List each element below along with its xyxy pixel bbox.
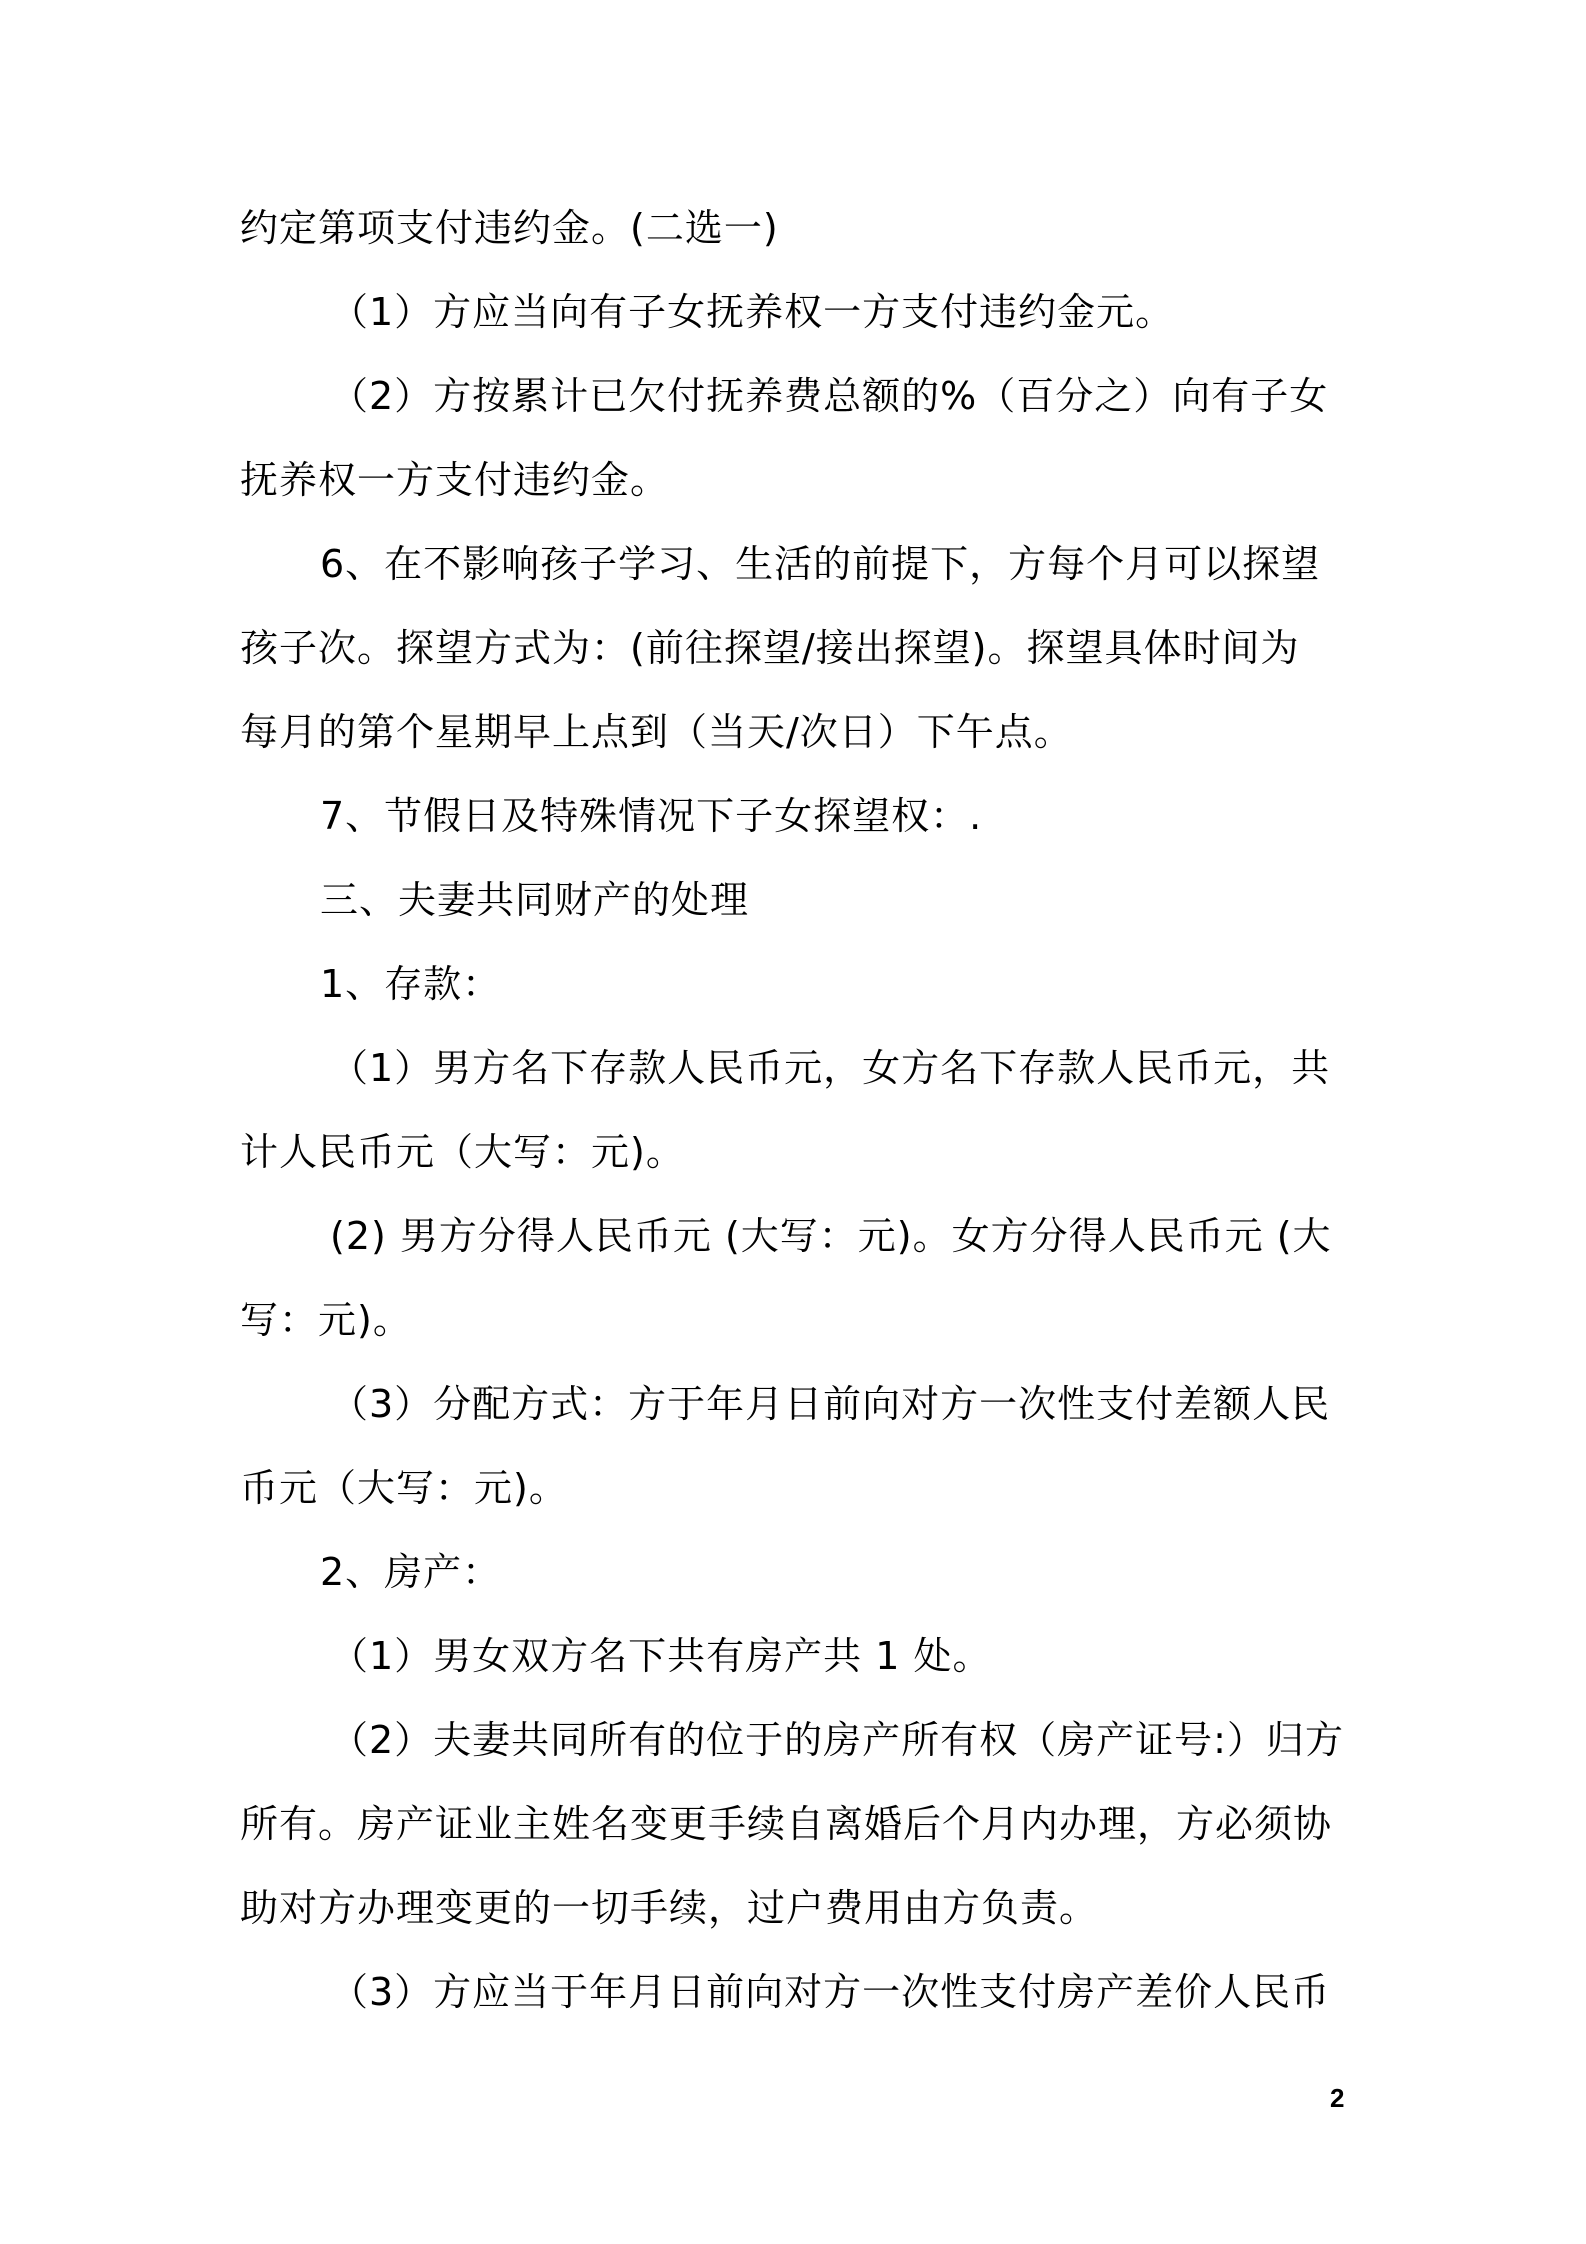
text-line-11: （1）男方名下存款人民币元，女方名下存款人民币元，共: [330, 1046, 1331, 1090]
text-line-18: （1）男女双方名下共有房产共 1 处。: [330, 1634, 992, 1678]
text-line-5: 6、在不影响孩子学习、生活的前提下，方每个月可以探望: [320, 542, 1321, 586]
text-line-21: 助对方办理变更的一切手续，过户费用由方负责。: [240, 1886, 1099, 1930]
text-line-10: 1、存款：: [320, 962, 502, 1006]
text-line-15: （3）分配方式：方于年月日前向对方一次性支付差额人民: [330, 1382, 1331, 1426]
text-line-22: （3）方应当于年月日前向对方一次性支付房产差价人民币: [330, 1970, 1331, 2014]
text-line-4: 抚养权一方支付违约金。: [240, 458, 670, 502]
text-line-12: 计人民币元（大写：元)。: [240, 1130, 685, 1174]
text-line-17: 2、房产：: [320, 1550, 502, 1594]
text-line-19: （2）夫妻共同所有的位于的房产所有权（房产证号:）归方: [330, 1718, 1344, 1762]
text-line-6: 孩子次。探望方式为：(前往探望/接出探望)。探望具体时间为: [240, 626, 1300, 670]
text-line-1: 约定第项支付违约金。(二选一): [240, 206, 779, 250]
page-number: 2: [1330, 2083, 1345, 2113]
text-line-2: （1）方应当向有子女抚养权一方支付违约金元。: [330, 290, 1175, 334]
section-heading: 三、夫妻共同财产的处理: [320, 878, 750, 922]
text-line-3: （2）方按累计已欠付抚养费总额的%（百分之）向有子女: [330, 374, 1329, 418]
text-line-14: 写：元)。: [240, 1298, 412, 1342]
text-line-8: 7、节假日及特殊情况下子女探望权：.: [320, 794, 983, 838]
text-line-20: 所有。房产证业主姓名变更手续自离婚后个月内办理，方必须协: [240, 1802, 1333, 1846]
text-line-16: 币元（大写：元)。: [240, 1466, 568, 1510]
text-line-7: 每月的第个星期早上点到（当天/次日）下午点。: [240, 710, 1073, 754]
text-line-13: (2) 男方分得人民币元 (大写：元)。女方分得人民币元 (大: [330, 1214, 1332, 1258]
